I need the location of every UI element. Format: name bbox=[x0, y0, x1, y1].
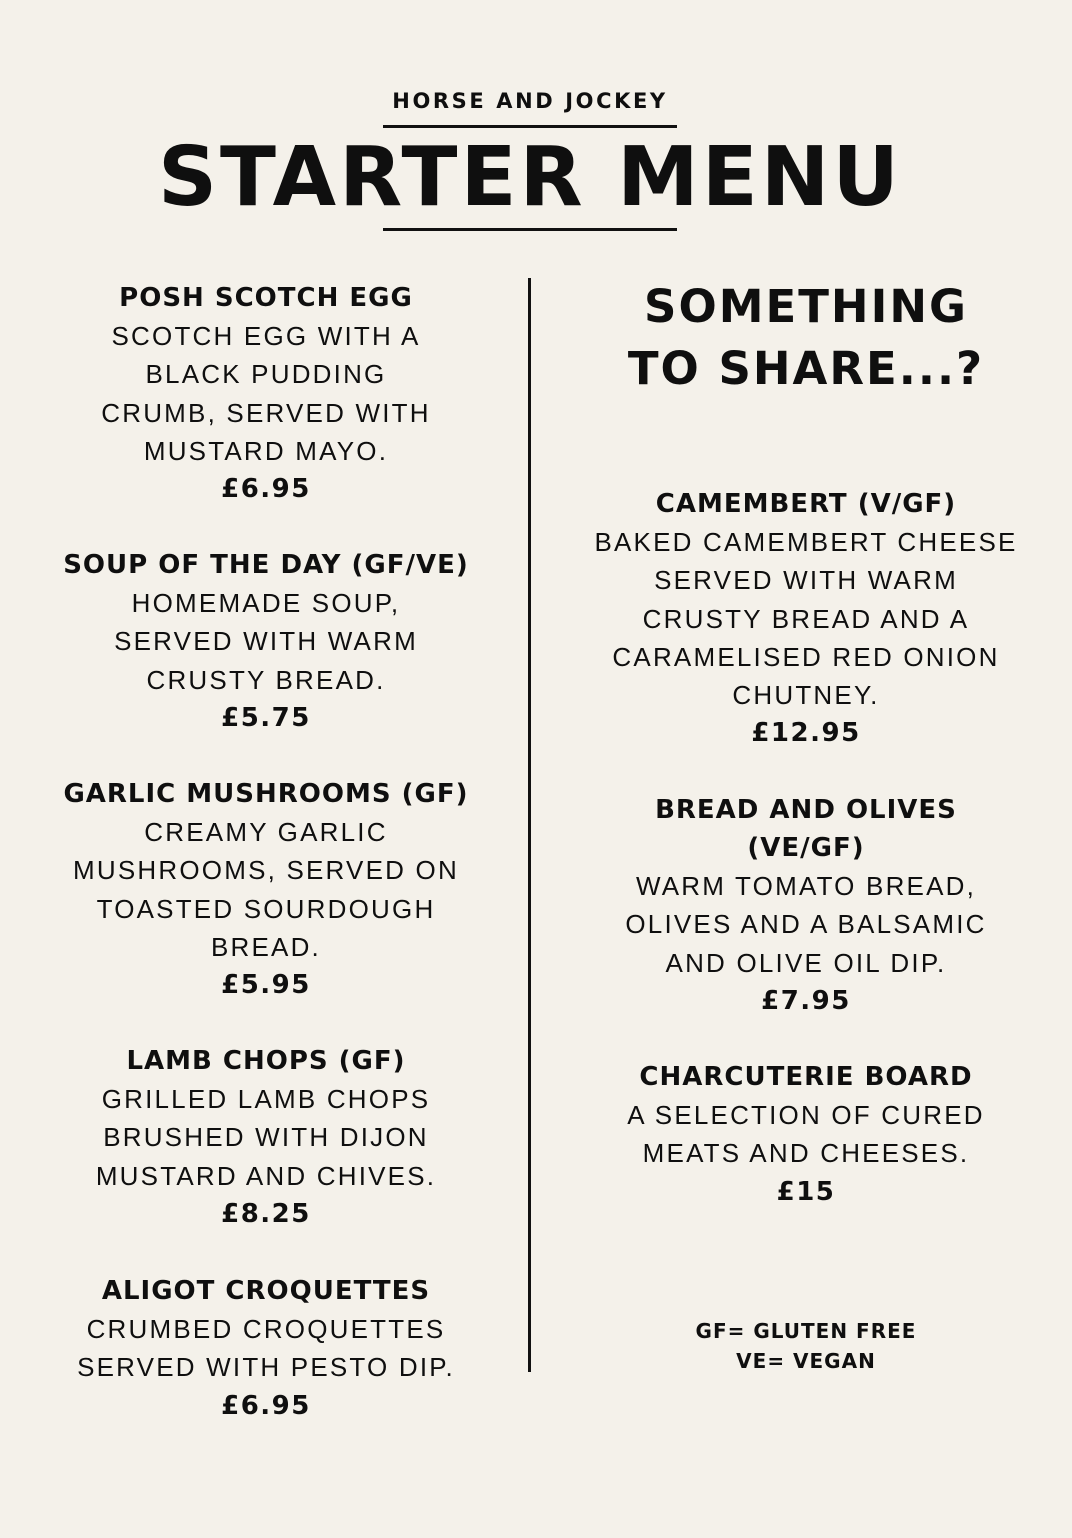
menu-item bbox=[586, 1058, 1026, 1211]
share-heading-line: SOMETHING bbox=[644, 280, 968, 333]
key-gluten-free: GF= GLUTEN FREE bbox=[695, 1319, 917, 1343]
item-name: CAMEMBERT (V/GF) bbox=[655, 489, 957, 519]
item-price: £15 bbox=[776, 1176, 836, 1207]
item-description: SCOTCH EGG WITH A BLACK PUDDING CRUMB, SERVED WITH MUSTARD MAYO. bbox=[101, 321, 431, 466]
menu-item bbox=[56, 775, 476, 1004]
item-name: CHARCUTERIE BOARD bbox=[639, 1062, 973, 1092]
venue-name: HORSE AND JOCKEY bbox=[392, 89, 668, 113]
item-price: £8.25 bbox=[221, 1198, 311, 1229]
column-divider bbox=[528, 278, 531, 1372]
title-rule-top bbox=[383, 125, 677, 128]
item-price: £6.95 bbox=[221, 1390, 311, 1421]
item-description: CREAMY GARLIC MUSHROOMS, SERVED ON TOASTED SOURDOUGH BREAD. bbox=[73, 817, 459, 962]
item-name: ALIGOT CROQUETTES bbox=[101, 1276, 431, 1306]
menu-item bbox=[56, 279, 476, 508]
item-name: LAMB CHOPS (GF) bbox=[126, 1046, 406, 1076]
menu-item bbox=[56, 546, 476, 737]
item-price: £12.95 bbox=[751, 718, 861, 749]
dietary-key bbox=[586, 1316, 1026, 1376]
item-description: GRILLED LAMB CHOPS BRUSHED WITH DIJON MUSTARD AND CHIVES. bbox=[95, 1084, 437, 1191]
item-name: BREAD AND OLIVES (VE/GF) bbox=[655, 795, 957, 863]
item-description: A SELECTION OF CURED MEATS AND CHEESES. bbox=[627, 1100, 985, 1169]
share-heading-line: TO SHARE...? bbox=[627, 342, 985, 395]
item-name: GARLIC MUSHROOMS (GF) bbox=[63, 779, 469, 809]
item-name: SOUP OF THE DAY (GF/VE) bbox=[63, 550, 469, 580]
item-description: BAKED CAMEMBERT CHEESE SERVED WITH WARM CRUSTY BREAD AND A CARAMELISED RED ONION CHUTNEY. bbox=[594, 527, 1018, 711]
menu-item bbox=[56, 1272, 476, 1425]
item-price: £5.75 bbox=[221, 702, 311, 733]
item-description: CRUMBED CROQUETTES SERVED WITH PESTO DIP. bbox=[77, 1314, 455, 1383]
menu-item bbox=[586, 485, 1026, 752]
menu-item bbox=[586, 791, 1026, 1020]
item-price: £6.95 bbox=[221, 474, 311, 505]
item-description: WARM TOMATO BREAD, OLIVES AND A BALSAMIC AND OLIVE OIL DIP. bbox=[625, 871, 987, 978]
item-name: POSH SCOTCH EGG bbox=[119, 283, 413, 313]
item-price: £5.95 bbox=[221, 970, 311, 1001]
key-vegan: VE= VEGAN bbox=[736, 1349, 876, 1373]
item-price: £7.95 bbox=[761, 985, 851, 1016]
title-rule-bottom bbox=[383, 228, 677, 231]
page-title: STARTER MENU bbox=[157, 130, 902, 225]
menu-item bbox=[56, 1042, 476, 1233]
item-description: HOMEMADE SOUP, SERVED WITH WARM CRUSTY BREAD. bbox=[114, 588, 418, 695]
share-heading bbox=[586, 276, 1026, 400]
